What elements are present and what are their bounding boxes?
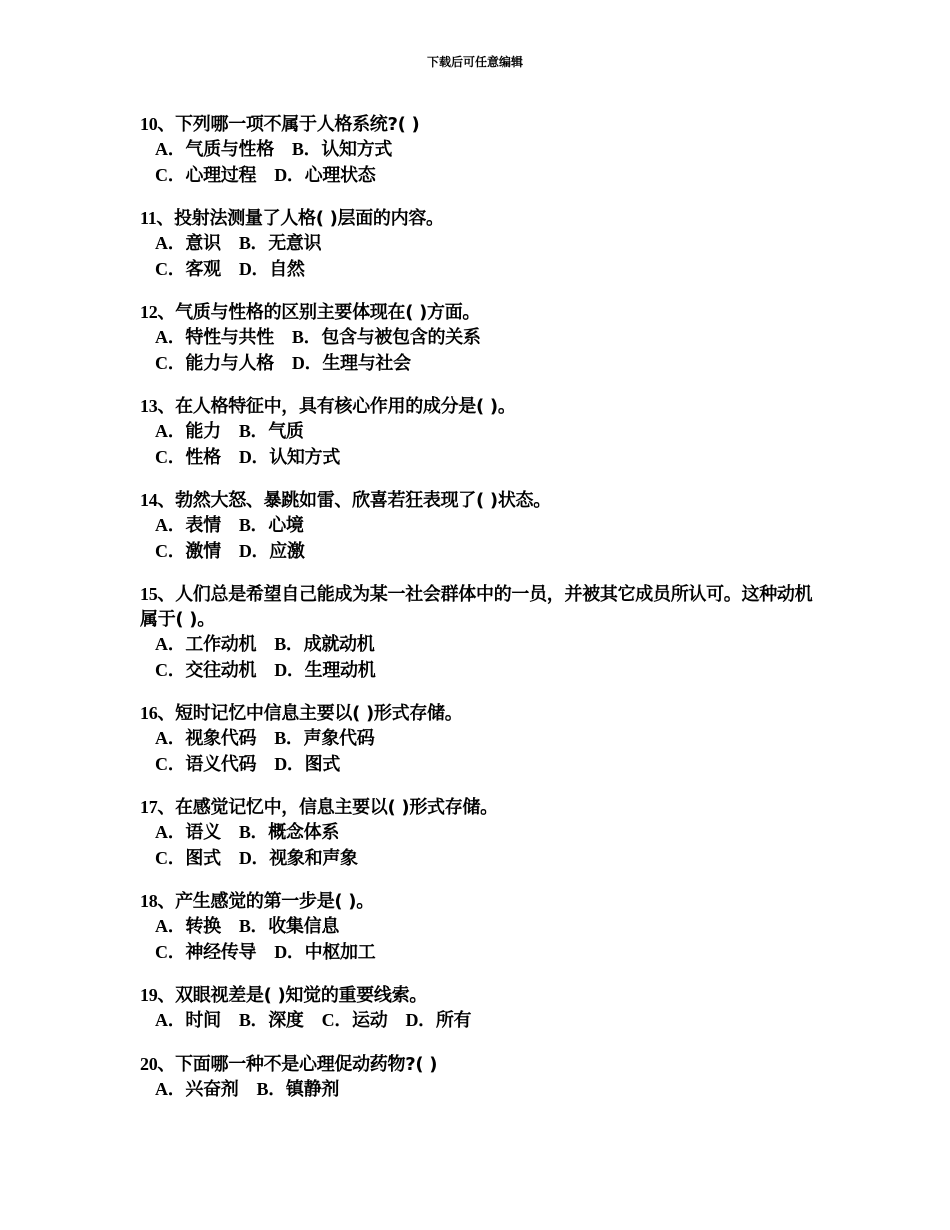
question-number: 11、 — [140, 208, 175, 228]
option-row — [140, 419, 820, 445]
answer-option — [155, 419, 221, 445]
option-key: D． — [405, 1010, 436, 1030]
answer-option — [239, 539, 305, 565]
option-row — [140, 325, 820, 351]
option-key: A． — [155, 1010, 186, 1030]
option-row — [140, 539, 820, 565]
answer-option — [155, 726, 256, 752]
question-item — [140, 300, 820, 376]
option-row — [140, 726, 820, 752]
option-key: B． — [291, 139, 322, 159]
option-text: 心理过程 — [185, 164, 257, 186]
option-key: D． — [274, 753, 305, 774]
option-row — [140, 752, 820, 778]
question-number: 13、 — [140, 396, 176, 416]
answer-option — [239, 419, 304, 445]
question-text: 投射法测量了人格( )层面的内容。 — [174, 208, 444, 229]
option-key: D． — [274, 941, 305, 962]
question-number: 12、 — [140, 302, 176, 322]
option-text: 工作动机 — [185, 634, 257, 655]
answer-option — [155, 940, 256, 966]
question-stem — [140, 394, 820, 419]
question-number: 15、 — [140, 584, 176, 604]
option-row — [140, 137, 820, 163]
option-key: D． — [274, 164, 305, 185]
answer-option — [274, 752, 340, 778]
option-key: C． — [155, 446, 186, 467]
option-text: 能力 — [185, 421, 221, 442]
option-text: 视象和声象 — [269, 847, 358, 869]
option-text: 视象代码 — [185, 728, 257, 749]
answer-option — [155, 539, 221, 565]
option-row — [140, 632, 820, 658]
option-key: D． — [274, 659, 305, 680]
answer-option — [155, 1008, 221, 1034]
answer-option — [292, 137, 392, 163]
answer-option — [292, 325, 481, 351]
option-key: B． — [238, 822, 269, 842]
option-key: B． — [291, 327, 322, 347]
answer-option — [155, 137, 274, 163]
option-text: 镇静剂 — [285, 1078, 340, 1100]
question-stem — [140, 300, 820, 325]
answer-option — [239, 231, 322, 257]
option-key: B． — [238, 1010, 269, 1030]
question-item — [140, 394, 820, 470]
option-key: C． — [155, 164, 186, 185]
option-text: 成就动机 — [303, 634, 375, 655]
answer-option — [239, 257, 305, 283]
answer-option — [274, 940, 375, 966]
option-key: B． — [238, 515, 269, 535]
option-key: D． — [291, 352, 323, 373]
answer-option — [239, 513, 304, 539]
option-text: 认知方式 — [269, 446, 341, 468]
option-key: D． — [238, 847, 270, 868]
option-text: 语义代码 — [185, 753, 257, 775]
question-stem — [140, 889, 820, 914]
answer-option — [155, 846, 221, 872]
option-key: A． — [155, 139, 186, 159]
option-text: 激情 — [185, 540, 221, 562]
option-row — [140, 257, 820, 283]
answer-option — [239, 820, 339, 846]
option-text: 气质与性格 — [185, 139, 274, 160]
option-text: 转换 — [185, 916, 221, 937]
question-text: 下面哪一种不是心理促动药物?( ) — [175, 1053, 438, 1075]
option-text: 中枢加工 — [304, 941, 376, 963]
answer-option — [155, 820, 221, 846]
option-text: 语义 — [185, 822, 221, 843]
answer-option — [257, 1077, 340, 1103]
option-text: 包含与被包含的关系 — [321, 327, 481, 348]
question-item — [140, 983, 820, 1034]
answer-option — [155, 445, 221, 471]
option-key: C． — [155, 847, 186, 868]
option-text: 生理与社会 — [322, 352, 411, 374]
answer-option — [292, 351, 411, 377]
option-row — [140, 940, 820, 966]
question-number: 18、 — [140, 891, 176, 911]
question-number: 19、 — [140, 985, 176, 1005]
answer-option — [239, 846, 358, 872]
option-text: 能力与人格 — [185, 352, 274, 374]
answer-option — [155, 914, 221, 940]
option-key: B． — [238, 421, 269, 441]
option-key: A． — [155, 233, 186, 253]
question-stem — [140, 488, 820, 513]
option-text: 交往动机 — [185, 659, 257, 681]
answer-option — [274, 658, 375, 684]
question-text: 在人格特征中，具有核心作用的成分是( )。 — [175, 396, 516, 417]
option-key: B． — [256, 1078, 286, 1099]
question-number: 10、 — [140, 114, 176, 134]
answer-option — [155, 513, 221, 539]
option-text: 心理状态 — [304, 164, 376, 186]
question-number: 16、 — [140, 703, 176, 723]
answer-option — [155, 351, 274, 377]
answer-option — [274, 726, 374, 752]
question-stem — [140, 795, 820, 820]
option-key: C． — [155, 659, 186, 680]
option-text: 深度 — [268, 1010, 304, 1031]
question-list — [140, 112, 820, 1120]
question-item — [140, 488, 820, 564]
option-text: 客观 — [185, 258, 221, 280]
question-item — [140, 112, 820, 188]
option-key: B． — [238, 916, 269, 936]
question-item — [140, 582, 820, 683]
option-text: 图式 — [304, 753, 341, 775]
option-key: A． — [155, 327, 186, 347]
answer-option — [155, 658, 256, 684]
option-text: 特性与共性 — [185, 327, 274, 348]
question-stem — [140, 582, 820, 632]
question-stem — [140, 701, 820, 726]
option-text: 应激 — [269, 540, 305, 562]
answer-option — [274, 632, 374, 658]
option-text: 运动 — [352, 1010, 388, 1031]
option-row — [140, 445, 820, 471]
question-text: 在感觉记忆中，信息主要以( )形式存储。 — [175, 797, 498, 818]
option-row — [140, 1077, 820, 1103]
option-key: B． — [274, 634, 304, 654]
option-row — [140, 914, 820, 940]
answer-option — [322, 1008, 388, 1034]
answer-option — [155, 752, 256, 778]
option-key: A． — [155, 916, 186, 936]
question-text: 人们总是希望自己能成为某一社会群体中的一员，并被其它成员所认可。这种动机属于( )。 — [140, 584, 813, 630]
option-text: 兴奋剂 — [185, 1078, 239, 1100]
option-key: A． — [155, 728, 186, 748]
answer-option — [239, 1008, 304, 1034]
answer-option — [239, 445, 340, 471]
question-number: 17、 — [140, 797, 176, 817]
option-text: 意识 — [185, 233, 221, 254]
question-item — [140, 1052, 820, 1103]
option-text: 神经传导 — [185, 941, 257, 963]
option-text: 心境 — [268, 515, 304, 536]
question-item — [140, 795, 820, 871]
option-text: 性格 — [185, 446, 221, 468]
answer-option — [155, 163, 256, 189]
question-number: 20、 — [140, 1053, 176, 1074]
option-row — [140, 163, 820, 189]
answer-option — [155, 632, 256, 658]
question-stem — [140, 206, 820, 231]
question-text: 产生感觉的第一步是( )。 — [175, 891, 374, 912]
option-row — [140, 351, 820, 377]
answer-option — [155, 257, 221, 283]
option-key: C． — [321, 1010, 353, 1030]
option-text: 概念体系 — [268, 822, 340, 843]
option-key: A． — [155, 421, 186, 441]
option-text: 自然 — [269, 258, 305, 280]
question-text: 下列哪一项不属于人格系统?( ) — [175, 114, 420, 135]
option-text: 图式 — [185, 847, 221, 869]
option-key: B． — [238, 233, 269, 253]
option-key: C． — [155, 540, 186, 561]
answer-option — [155, 1077, 239, 1103]
option-key: C． — [155, 352, 186, 373]
option-key: D． — [238, 258, 270, 279]
answer-option — [239, 914, 339, 940]
option-key: A． — [155, 822, 186, 842]
option-row — [140, 846, 820, 872]
question-stem — [140, 983, 820, 1008]
option-key: B． — [274, 728, 304, 748]
option-row — [140, 231, 820, 257]
question-number: 14、 — [140, 490, 176, 510]
question-text: 短时记忆中信息主要以( )形式存储。 — [175, 703, 463, 724]
option-key: C． — [155, 258, 186, 279]
option-key: D． — [238, 540, 270, 561]
question-text: 气质与性格的区别主要体现在( )方面。 — [175, 302, 481, 323]
option-key: A． — [155, 1078, 186, 1099]
option-text: 气质 — [268, 421, 304, 442]
option-text: 所有 — [435, 1010, 472, 1031]
option-key: C． — [155, 753, 186, 774]
option-row — [140, 658, 820, 684]
question-stem — [140, 1052, 820, 1077]
option-key: C． — [155, 941, 186, 962]
option-text: 声象代码 — [303, 728, 375, 749]
question-item — [140, 701, 820, 777]
answer-option — [274, 163, 375, 189]
option-row — [140, 820, 820, 846]
option-text: 收集信息 — [268, 916, 340, 937]
page-header: 下载后可任意编辑 — [426, 55, 523, 69]
option-key: A． — [155, 634, 186, 654]
option-text: 生理动机 — [304, 659, 376, 681]
option-key: A． — [155, 515, 186, 535]
option-row — [140, 1008, 820, 1034]
question-stem — [140, 112, 820, 137]
answer-option — [155, 231, 221, 257]
answer-option — [405, 1008, 471, 1034]
option-text: 无意识 — [268, 233, 322, 254]
question-item — [140, 889, 820, 965]
option-key: D． — [238, 446, 270, 467]
answer-option — [155, 325, 274, 351]
option-text: 认知方式 — [321, 139, 393, 160]
question-text: 双眼视差是( )知觉的重要线索。 — [175, 985, 428, 1006]
option-row — [140, 513, 820, 539]
question-item — [140, 206, 820, 282]
question-text: 勃然大怒、暴跳如雷、欣喜若狂表现了( )状态。 — [175, 490, 551, 511]
option-text: 表情 — [185, 515, 221, 536]
option-text: 时间 — [185, 1010, 221, 1031]
